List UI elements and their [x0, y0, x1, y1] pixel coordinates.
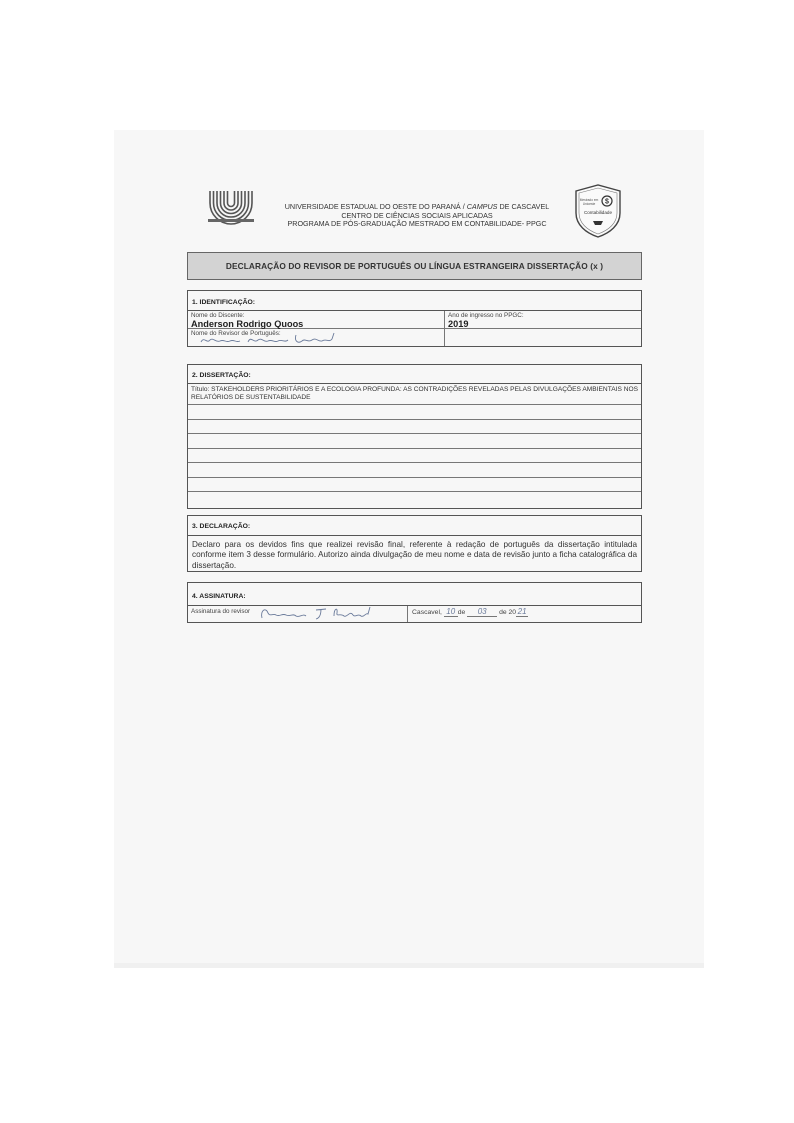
city-label: Cascavel,	[412, 609, 442, 616]
revisor-signature	[258, 604, 378, 622]
signature-label: Assinatura do revisor	[191, 608, 251, 615]
dissertation-title: Título: STAKEHOLDERS PRIORITÁRIOS E A ECOLOGIA PROFUNDA: AS CONTRADIÇÕES REVELADAS PELAS DIVULGAÇÕES AMBIENTAIS NOS RELATÓRIOS DE SUSTENTABILIDADE	[191, 386, 638, 401]
section-header: 4. ASSINATURA:	[188, 583, 641, 606]
page-edge	[114, 963, 704, 968]
form-title-banner	[187, 252, 642, 280]
section-header: 3. DECLARAÇÃO:	[188, 516, 641, 536]
discente-value: Anderson Rodrigo Quoos	[191, 319, 304, 329]
section-assinatura	[187, 582, 642, 623]
signature-row	[188, 606, 641, 622]
declaration-text: Declaro para os devidos fins que realizei revisão final, referente à redação de português da dissertação intitulada conforme item 3 desse formulário. Autorizo ainda divulgação de meu nome e data de revisão junto a ficha catalográfica da dissertação.	[192, 540, 637, 570]
year-prefix: de 20	[499, 609, 517, 616]
month-value: 03	[467, 607, 497, 617]
empty-line	[188, 434, 641, 449]
empty-line	[188, 449, 641, 464]
section-dissertacao	[187, 364, 642, 509]
document-header	[206, 183, 626, 243]
titulo-row	[188, 384, 641, 405]
revisor-row	[188, 329, 641, 346]
svg-text:Contabilidade: Contabilidade	[583, 210, 613, 215]
unioeste-logo-icon	[206, 189, 256, 227]
year-value: 21	[517, 607, 527, 616]
ppgc-seal-icon	[572, 183, 624, 239]
section-header: 2. DISSERTAÇÃO:	[188, 365, 641, 384]
discente-row	[188, 311, 641, 329]
institution-block	[282, 203, 552, 229]
institution-line-1: UNIVERSIDADE ESTADUAL DO OESTE DO PARANÁ / CAMPUS DE CASCAVEL	[284, 202, 550, 211]
form-title: DECLARAÇÃO DO REVISOR DE PORTUGUÊS OU LÍNGUA ESTRANGEIRA DISSERTAÇÃO (x )	[225, 261, 604, 271]
date-line	[412, 607, 528, 617]
section-header: 1. IDENTIFICAÇÃO:	[188, 291, 641, 311]
day-value: 10	[444, 607, 458, 617]
revisor-label: Nome do Revisor de Português:	[191, 330, 281, 337]
institution-line-2: CENTRO DE CIÊNCIAS SOCIAIS APLICADAS	[341, 210, 493, 220]
discente-label: Nome do Discente:	[191, 312, 245, 319]
empty-line	[188, 405, 641, 420]
empty-line	[188, 463, 641, 478]
ano-label: Ano de ingresso no PPGC:	[448, 312, 524, 319]
empty-line	[188, 420, 641, 435]
ano-value: 2019	[448, 319, 469, 329]
institution-line-3: PROGRAMA DE PÓS-GRADUAÇÃO MESTRADO EM CONTABILIDADE- PPGC	[287, 219, 547, 229]
svg-text:Mestrado em: Mestrado em	[579, 198, 599, 202]
svg-text:$: $	[605, 198, 609, 206]
section-declaracao	[187, 515, 642, 572]
empty-line	[188, 492, 641, 507]
section-identificacao	[187, 290, 642, 347]
empty-line	[188, 478, 641, 493]
svg-text:Unioeste: Unioeste	[582, 202, 596, 206]
de-label: de	[457, 609, 466, 616]
revisor-name-handwriting	[198, 332, 358, 346]
